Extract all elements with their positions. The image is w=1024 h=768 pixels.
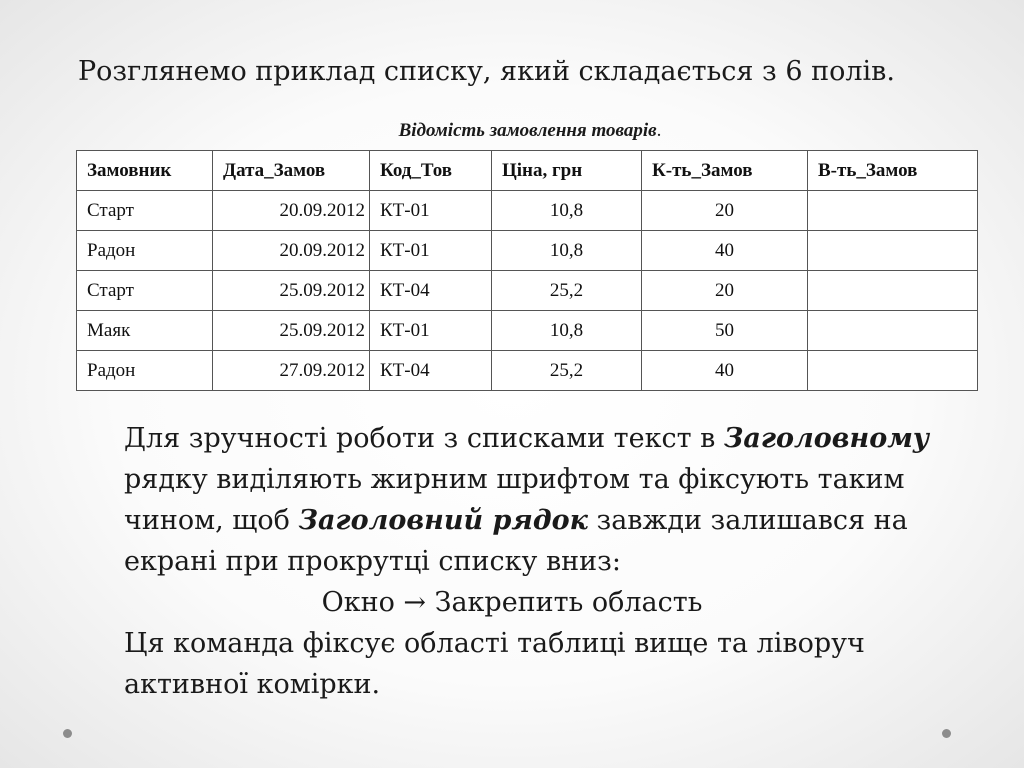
orders-table [76, 150, 978, 391]
cell-total [808, 271, 978, 311]
cell-price: 10,8 [492, 311, 642, 351]
cell-product-code: КТ-01 [370, 311, 492, 351]
intro-text: Розглянемо приклад списку, який складається з 6 полів. [78, 56, 895, 87]
table-row [77, 311, 978, 351]
cell-product-code: КТ-04 [370, 271, 492, 311]
header-order-date: Дата_Замов [213, 151, 370, 191]
cell-total [808, 191, 978, 231]
cell-quantity: 20 [642, 191, 808, 231]
cell-product-code: КТ-01 [370, 231, 492, 271]
table-row [77, 231, 978, 271]
cell-price: 25,2 [492, 351, 642, 391]
cell-quantity: 40 [642, 351, 808, 391]
paragraph-text: Для зручності роботи з списками текст в [124, 423, 724, 454]
table-caption [0, 120, 1024, 142]
table-row [77, 191, 978, 231]
slide-corner-dot [63, 729, 72, 738]
cell-quantity: 20 [642, 271, 808, 311]
menu-command: Окно → Закрепить область [321, 587, 703, 618]
emphasis-header: Заголовному [723, 423, 930, 454]
header-product-code: Код_Тов [370, 151, 492, 191]
cell-customer: Маяк [77, 311, 213, 351]
emphasis-header-row: Заголовний рядок [298, 505, 588, 536]
paragraph-header-row [62, 418, 962, 582]
cell-order-date: 20.09.2012 [213, 191, 370, 231]
cell-total [808, 351, 978, 391]
cell-customer: Радон [77, 231, 213, 271]
table-caption-suffix: . [656, 120, 662, 141]
cell-order-date: 25.09.2012 [213, 271, 370, 311]
cell-product-code: КТ-04 [370, 351, 492, 391]
cell-quantity: 50 [642, 311, 808, 351]
table-row [77, 271, 978, 311]
cell-order-date: 27.09.2012 [213, 351, 370, 391]
cell-price: 10,8 [492, 191, 642, 231]
cell-customer: Радон [77, 351, 213, 391]
header-customer: Замовник [77, 151, 213, 191]
table-header-row [77, 151, 978, 191]
paragraph-command-explanation: Ця команда фіксує області таблиці вище та ліворуч активної комірки. [124, 628, 865, 700]
header-total: В-ть_Замов [808, 151, 978, 191]
cell-total [808, 311, 978, 351]
cell-quantity: 40 [642, 231, 808, 271]
cell-customer: Старт [77, 271, 213, 311]
cell-customer: Старт [77, 191, 213, 231]
cell-price: 25,2 [492, 271, 642, 311]
table-row [77, 351, 978, 391]
paragraph-text: рядку виділяють жирним шрифтом та фіксують таким чином, щоб [124, 464, 905, 536]
cell-order-date: 20.09.2012 [213, 231, 370, 271]
cell-order-date: 25.09.2012 [213, 311, 370, 351]
header-quantity: К-ть_Замов [642, 151, 808, 191]
header-price: Ціна, грн [492, 151, 642, 191]
table-caption-title: Відомість замовлення товарів [398, 120, 657, 141]
cell-price: 10,8 [492, 231, 642, 271]
cell-product-code: КТ-01 [370, 191, 492, 231]
paragraph-text: завжди залишався на екрані при прокрутці списку вниз: [124, 505, 908, 577]
body-text [62, 418, 962, 705]
slide-corner-dot [942, 729, 951, 738]
cell-total [808, 231, 978, 271]
